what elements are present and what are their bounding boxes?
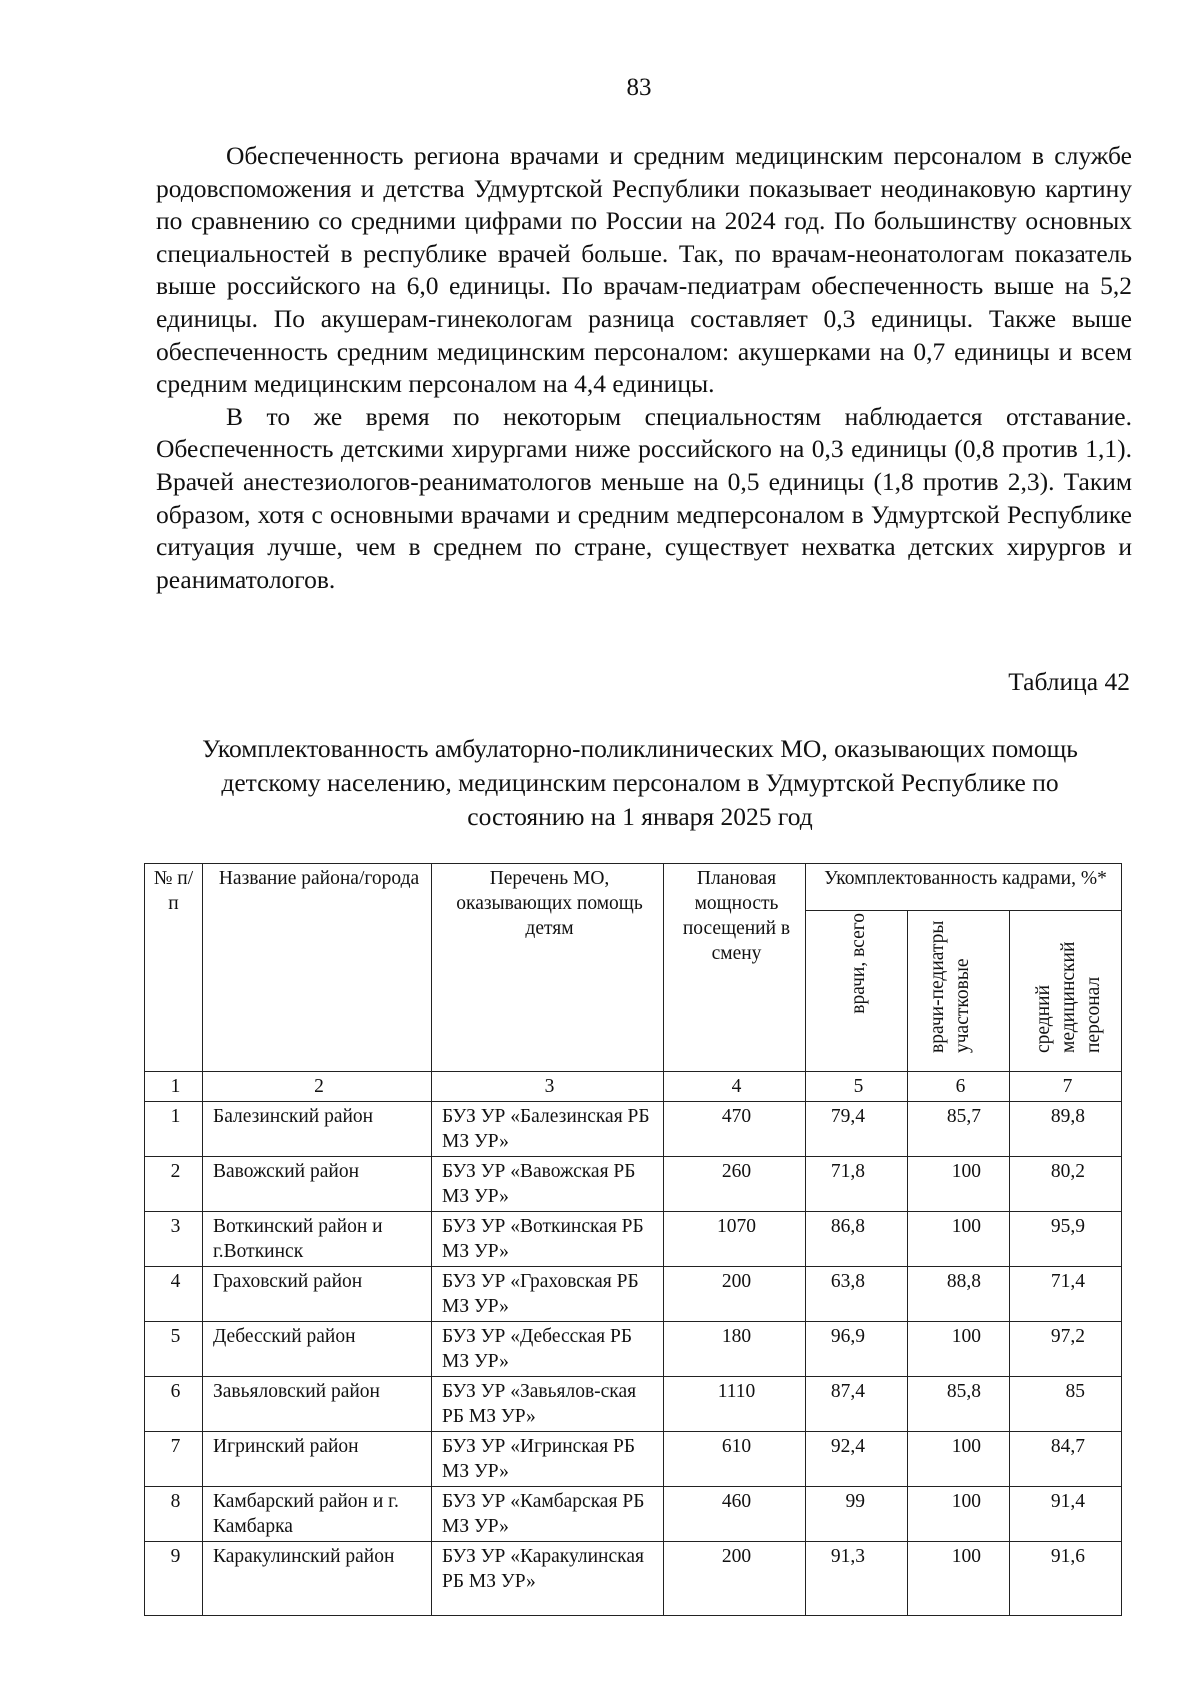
cell-pediatricians: 100 [908, 1487, 1010, 1542]
cell-doctors-total: 87,4 [806, 1377, 908, 1432]
table-row [145, 1432, 1122, 1487]
cell-district: Камбарский район и г. Камбарка [203, 1487, 432, 1542]
table-row [145, 1377, 1122, 1432]
cell-district: Воткинский район и г.Воткинск [203, 1212, 432, 1267]
header-num: № п/п [145, 864, 203, 1072]
header-nurses-label: средний медицинский персонал [1032, 941, 1104, 1053]
cell-pediatricians: 100 [908, 1322, 1010, 1377]
table-row [145, 1102, 1122, 1157]
cell-nurses: 95,9 [1010, 1212, 1122, 1267]
cell-pediatricians: 85,8 [908, 1377, 1010, 1432]
cell-mo: БУЗ УР «Вавожская РБ МЗ УР» [432, 1157, 664, 1212]
table-row [145, 1322, 1122, 1377]
paragraph-2: В то же время по некоторым специальностям наблюдается отставание. Обеспеченность детскими хирургами ниже российского на 0,3 единицы (0,8 против 1,1). Врачей анестезиологов-реаниматологов меньше на 0,5 единицы (1,8 против 2,3). Таким образом, хотя с основными врачами и средним медперсоналом в Удмуртской Республике ситуация лучше, чем в среднем по стране, существует нехватка детских хирургов и реаниматологов. [156, 401, 1132, 594]
cell-doctors-total: 63,8 [806, 1267, 908, 1322]
cell-nurses: 89,8 [1010, 1102, 1122, 1157]
cell-nurses: 84,7 [1010, 1432, 1122, 1487]
table-row [145, 1542, 1122, 1616]
cell-doctors-total: 96,9 [806, 1322, 908, 1377]
cell-nurses: 71,4 [1010, 1267, 1122, 1322]
cell-num: 7 [145, 1432, 203, 1487]
paragraph-1: Обеспеченность региона врачами и средним медицинским персоналом в службе родовспоможения и детства Удмуртской Республики показывает неодинаковую картину по сравнению со средними цифрами по России на 2024 год. По большинству основных специальностей в республике врачей больше. Так, по врачам-неонатологам показатель выше российского на 6,0 единицы. По врачам-педиатрам обеспеченность выше на 5,2 единицы. По акушерам-гинекологам разница составляет 0,3 единицы. Также выше обеспеченность средним медицинским персоналом: акушерками на 0,7 единицы и всем средним медицинским персоналом на 4,4 единицы. [156, 141, 1132, 399]
cell-pediatricians: 85,7 [908, 1102, 1010, 1157]
cell-district: Игринский район [203, 1432, 432, 1487]
cell-mo: БУЗ УР «Граховская РБ МЗ УР» [432, 1267, 664, 1322]
header-staffing-group: Укомплектованность кадрами, %* [806, 864, 1122, 911]
staffing-table [144, 863, 1122, 1616]
cell-pediatricians: 100 [908, 1212, 1010, 1267]
header-pediatricians [908, 911, 1010, 1072]
cell-doctors-total: 86,8 [806, 1212, 908, 1267]
cell-nurses: 80,2 [1010, 1157, 1122, 1212]
cell-capacity: 180 [664, 1322, 806, 1377]
cell-district: Завьяловский район [203, 1377, 432, 1432]
cell-num: 9 [145, 1542, 203, 1616]
cell-pediatricians: 100 [908, 1157, 1010, 1212]
column-index: 3 [432, 1072, 664, 1102]
cell-doctors-total: 99 [806, 1487, 908, 1542]
cell-capacity: 470 [664, 1102, 806, 1157]
cell-mo: БУЗ УР «Воткинская РБ МЗ УР» [432, 1212, 664, 1267]
cell-mo: БУЗ УР «Игринская РБ МЗ УР» [432, 1432, 664, 1487]
cell-num: 4 [145, 1267, 203, 1322]
header-capacity: Плановая мощность посещений в смену [664, 864, 806, 1072]
cell-doctors-total: 92,4 [806, 1432, 908, 1487]
table-row [145, 1487, 1122, 1542]
table-body [145, 1102, 1122, 1616]
cell-doctors-total: 79,4 [806, 1102, 908, 1157]
table-row [145, 1157, 1122, 1212]
header-doctors-total-label: врачи, всего [848, 913, 869, 1014]
table-row [145, 1212, 1122, 1267]
column-index: 2 [203, 1072, 432, 1102]
cell-mo: БУЗ УР «Завьялов-ская РБ МЗ УР» [432, 1377, 664, 1432]
column-index: 1 [145, 1072, 203, 1102]
cell-num: 5 [145, 1322, 203, 1377]
cell-nurses: 85 [1010, 1377, 1122, 1432]
cell-nurses: 97,2 [1010, 1322, 1122, 1377]
cell-capacity: 1110 [664, 1377, 806, 1432]
cell-pediatricians: 100 [908, 1542, 1010, 1616]
cell-num: 2 [145, 1157, 203, 1212]
cell-num: 6 [145, 1377, 203, 1432]
cell-district: Вавожский район [203, 1157, 432, 1212]
cell-district: Граховский район [203, 1267, 432, 1322]
cell-doctors-total: 91,3 [806, 1542, 908, 1616]
table-row [145, 1267, 1122, 1322]
header-district: Название района/города [203, 864, 432, 1072]
cell-district: Дебесский район [203, 1322, 432, 1377]
column-index: 7 [1010, 1072, 1122, 1102]
cell-capacity: 1070 [664, 1212, 806, 1267]
cell-capacity: 460 [664, 1487, 806, 1542]
cell-num: 8 [145, 1487, 203, 1542]
cell-pediatricians: 88,8 [908, 1267, 1010, 1322]
cell-mo: БУЗ УР «Дебесская РБ МЗ УР» [432, 1322, 664, 1377]
cell-mo: БУЗ УР «Балезинская РБ МЗ УР» [432, 1102, 664, 1157]
table-number: Таблица 42 [1008, 667, 1130, 696]
header-mo-list: Перечень МО, оказывающих помощь детям [432, 864, 664, 1072]
column-index-row [145, 1072, 1122, 1102]
cell-num: 1 [145, 1102, 203, 1157]
column-index: 5 [806, 1072, 908, 1102]
body-text [156, 140, 1132, 596]
cell-nurses: 91,4 [1010, 1487, 1122, 1542]
table-title: Укомплектованность амбулаторно-поликлинических МО, оказывающих помощь детскому населению, медицинским персоналом в Удмуртской Республике по состоянию на 1 января 2025 год [202, 734, 1078, 831]
cell-mo: БУЗ УР «Камбарская РБ МЗ УР» [432, 1487, 664, 1542]
cell-capacity: 200 [664, 1267, 806, 1322]
page-number: 83 [626, 74, 652, 101]
cell-capacity: 200 [664, 1542, 806, 1616]
cell-doctors-total: 71,8 [806, 1157, 908, 1212]
cell-capacity: 610 [664, 1432, 806, 1487]
cell-mo: БУЗ УР «Каракулинская РБ МЗ УР» [432, 1542, 664, 1616]
cell-pediatricians: 100 [908, 1432, 1010, 1487]
column-index: 6 [908, 1072, 1010, 1102]
cell-district: Балезинский район [203, 1102, 432, 1157]
header-nurses [1010, 911, 1122, 1072]
header-doctors-total [806, 911, 908, 1072]
header-pediatricians-label: врачи-педиатры участковые [926, 920, 973, 1053]
cell-nurses: 91,6 [1010, 1542, 1122, 1616]
cell-num: 3 [145, 1212, 203, 1267]
cell-capacity: 260 [664, 1157, 806, 1212]
cell-district: Каракулинский район [203, 1542, 432, 1616]
column-index: 4 [664, 1072, 806, 1102]
